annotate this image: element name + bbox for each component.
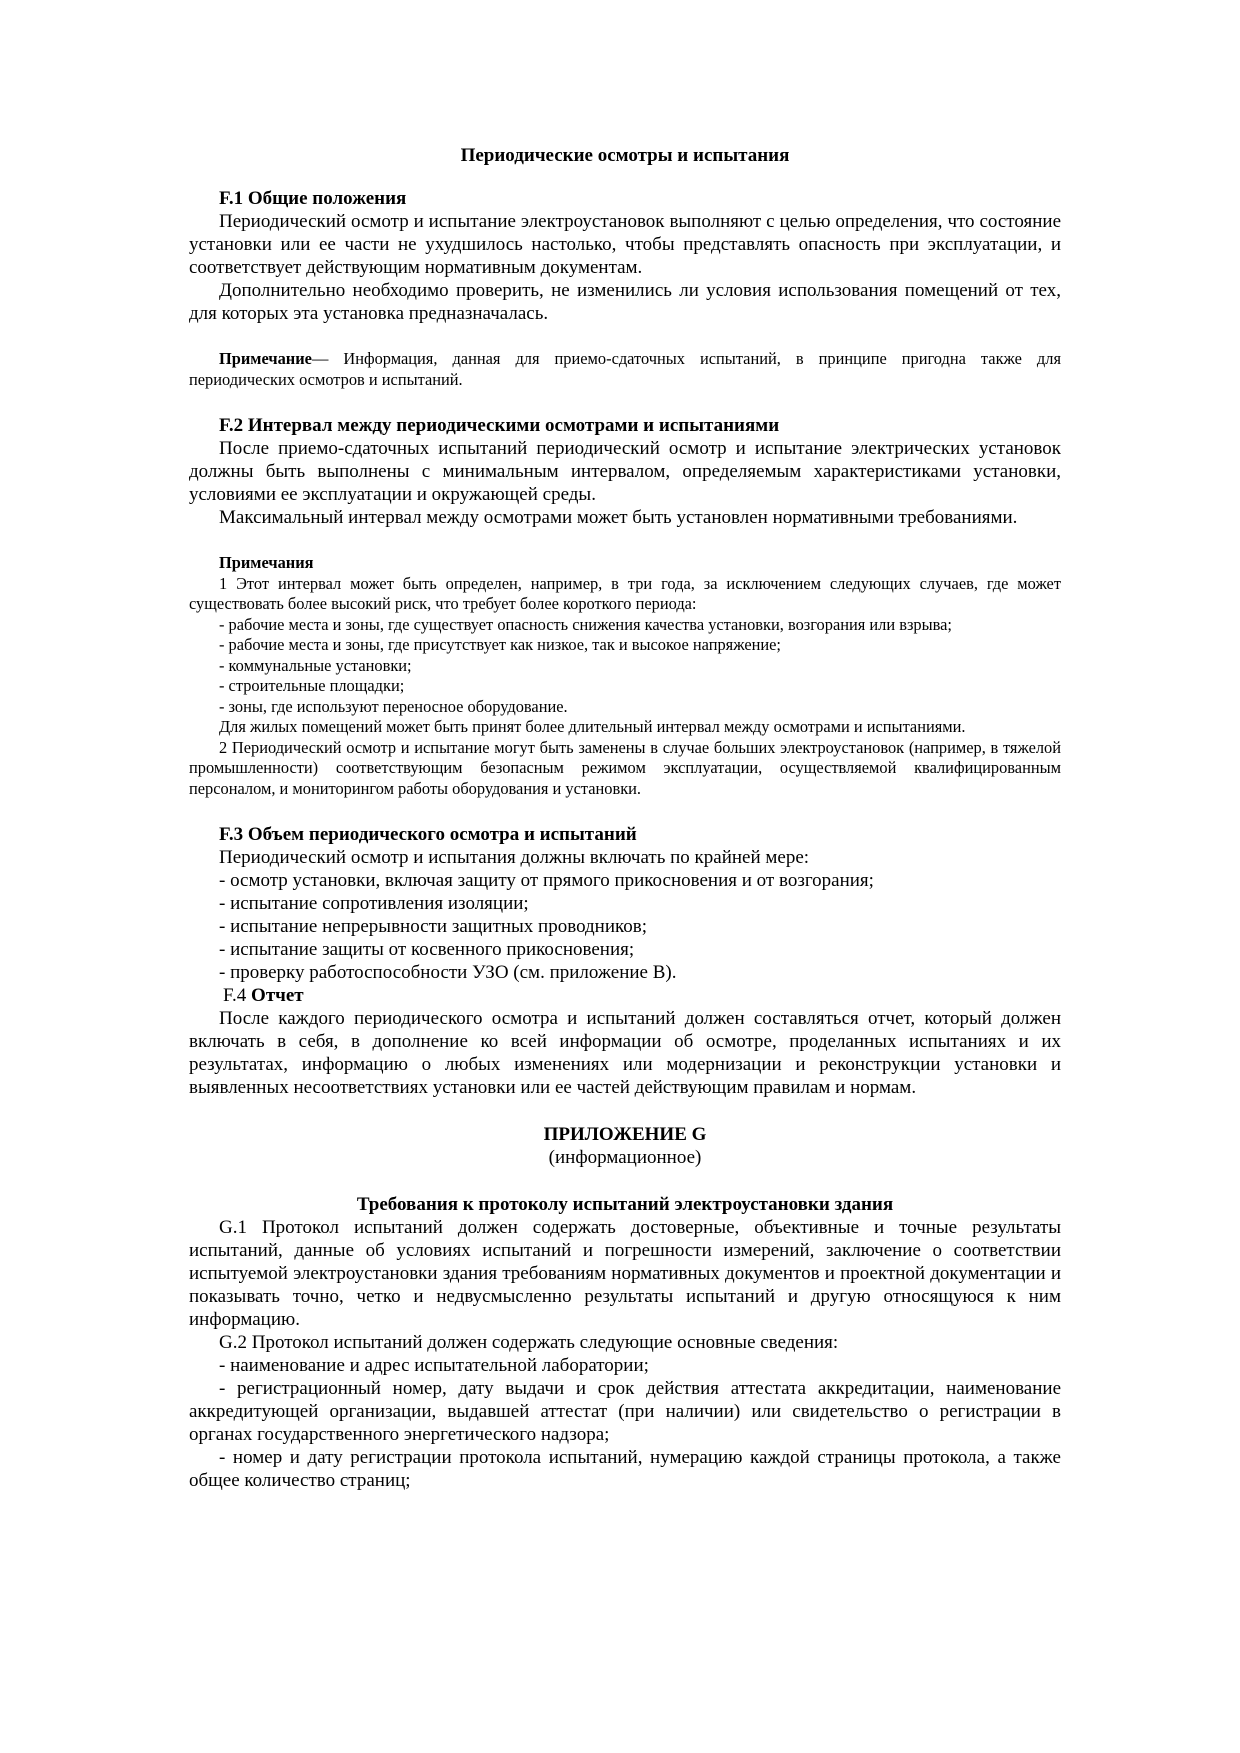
section-f2-heading: F.2 Интервал между периодическими осмотрами и испытаниями (219, 415, 780, 436)
appendix-paragraph: - номер и дату регистрации протокола испытаний, нумерацию каждой страницы протокола, а также общее количество страниц; (189, 1447, 1061, 1491)
appendix-title: ПРИЛОЖЕНИЕ G (543, 1124, 707, 1145)
section-f1-note (189, 349, 1061, 390)
section-f4-paragraph: После каждого периодического осмотра и испытаний должен составляться отчет, который должен включать в себя, в дополнение ко всей информации об осмотре, проделанных испытаниях и их результатах, информацию о любых изменениях или модернизации и реконструкции установки и выявленных несоответствиях установки или ее частей действующим правилам и нормам. (189, 1008, 1061, 1098)
appendix-paragraph: - регистрационный номер, дату выдачи и срок действия аттестата аккредитации, наименование аккредитующей организации, выдавшей аттестат (при наличии) или свидетельство о регистрации в органах государственного энергетического надзора; (189, 1378, 1061, 1445)
section-f2-note: - зоны, где используют переносное оборудование. (219, 696, 568, 716)
section-f3-item: - испытание сопротивления изоляции; (219, 893, 529, 914)
note-text: — Информация, данная для приемо-сдаточных испытаний, в принципе пригодна также для периодических осмотров и испытаний. (189, 349, 1061, 389)
section-f3-item: - испытание непрерывности защитных проводников; (219, 916, 648, 937)
appendix-paragraph: G.1 Протокол испытаний должен содержать достоверные, объективные и точные результаты испытаний, данные об условиях испытаний и погрешности измерений, заключение о соответствии испытуемой электроустановки здания требованиям нормативных документов и проектной документации и показывать точно, четко и недвусмысленно результаты испытаний и другую относящуюся к ним информацию. (189, 1217, 1061, 1330)
section-f3-item: - испытание защиты от косвенного прикосновения; (219, 939, 635, 960)
document-page (189, 144, 1061, 1492)
appendix-paragraph: - наименование и адрес испытательной лаборатории; (219, 1355, 649, 1376)
section-f2-note: 2 Периодический осмотр и испытание могут быть заменены в случае больших электроустановок (например, в тяжелой промышленности) соответствующим безопасным режимом эксплуатации, осуществляемой квалифицированным персоналом, и мониторингом работы оборудования и установки. (189, 737, 1061, 798)
section-f4-title: Отчет (251, 985, 304, 1006)
appendix-paragraph: G.2 Протокол испытаний должен содержать следующие основные сведения: (219, 1332, 839, 1353)
section-f1-heading: F.1 Общие положения (219, 188, 407, 209)
section-f2-note: - коммунальные установки; (219, 655, 412, 675)
section-f2-note: Для жилых помещений может быть принят более длительный интервал между осмотрами и испытаниями. (219, 717, 966, 736)
section-f2-note: - строительные площадки; (219, 676, 405, 695)
document-title: Периодические осмотры и испытания (460, 145, 790, 166)
section-f2-notes-heading: Примечания (219, 553, 314, 572)
section-f2-note: 1 Этот интервал может быть определен, например, в три года, за исключением следующих случаев, где может существовать более высокий риск, что требует более короткого периода: (189, 573, 1061, 613)
appendix-heading: Требования к протоколу испытаний электроустановки здания (356, 1194, 894, 1215)
section-f2-paragraph-2: Максимальный интервал между осмотрами может быть установлен нормативными требованиями. (219, 507, 1018, 528)
appendix-subtitle: (информационное) (548, 1147, 702, 1168)
section-f1-paragraph-2: Дополнительно необходимо проверить, не изменились ли условия использования помещений от тех, для которых эта установка предназначалась. (189, 280, 1061, 324)
section-f2-note: - рабочие места и зоны, где существует опасность снижения качества установки, возгорания или взрыва; (219, 614, 952, 634)
section-f1-paragraph-1: Периодический осмотр и испытание электроустановок выполняют с целью определения, что состояние установки или ее части не ухудшилось настолько, чтобы представлять опасность при эксплуатации, и соответствует действующим нормативным документам. (189, 211, 1061, 278)
note-label: Примечание (219, 349, 312, 368)
section-f4-number: F.4 (223, 985, 252, 1006)
section-f3-intro: Периодический осмотр и испытания должны включать по крайней мере: (219, 847, 810, 868)
section-f2-note: - рабочие места и зоны, где присутствует как низкое, так и высокое напряжение; (219, 635, 781, 654)
section-f4-heading (189, 984, 1061, 1007)
section-f3-item: - осмотр установки, включая защиту от прямого прикосновения и от возгорания; (219, 870, 874, 891)
section-f3-item: - проверку работоспособности УЗО (см. приложение В). (219, 962, 677, 983)
section-f2-paragraph-1: После приемо-сдаточных испытаний периодический осмотр и испытание электрических установок должны быть выполнены с минимальным интервалом, определяемым характеристиками установки, условиями ее эксплуатации и окружающей среды. (189, 438, 1061, 505)
section-f3-heading: F.3 Объем периодического осмотра и испытаний (219, 824, 637, 845)
